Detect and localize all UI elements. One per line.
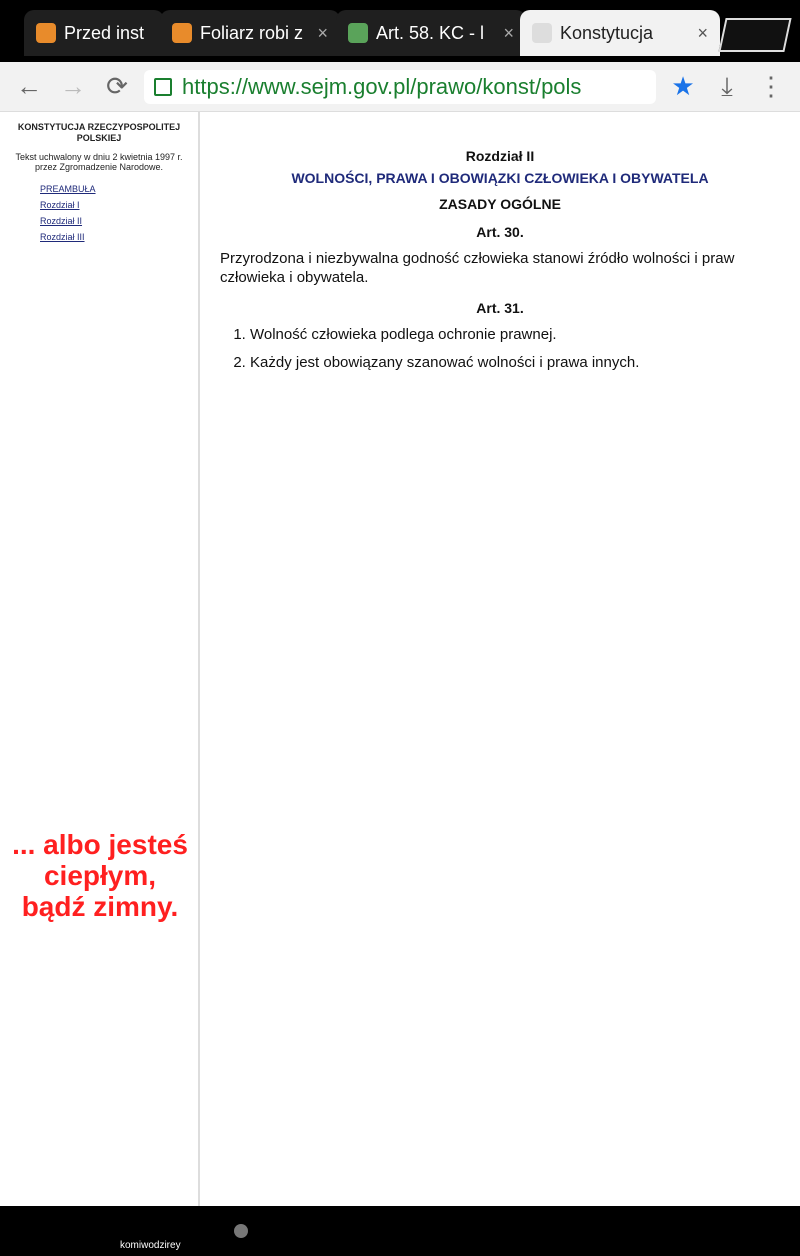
tab-1[interactable]: Przed inst xyxy=(24,10,164,56)
nav-item[interactable]: PREAMBUŁA xyxy=(40,183,96,194)
bottom-ticker: komiwodzirey xyxy=(120,1240,181,1251)
sidebar-quote: ... albo jesteś ciepłym, bądź zimny. xyxy=(12,829,188,922)
nav-item[interactable]: Rozdział II xyxy=(40,215,83,226)
close-icon[interactable]: × xyxy=(317,22,328,43)
section-heading: ZASADY OGÓLNE xyxy=(439,196,561,212)
list-item: 1. Wolność człowieka podlega ochronie prawnej. xyxy=(250,326,780,345)
close-icon[interactable]: × xyxy=(697,22,708,43)
address-bar xyxy=(0,62,800,112)
page-content xyxy=(0,112,800,1206)
close-icon[interactable]: × xyxy=(503,22,514,43)
sidebar-title: KONSTYTUCJA RZECZYPOSPOLITEJ POLSKIEJ xyxy=(17,122,181,143)
bottom-bar xyxy=(0,1206,800,1256)
site-icon xyxy=(348,23,368,43)
nav-item[interactable]: Rozdział III xyxy=(40,231,85,242)
tab-4-active[interactable]: Konstytucja × xyxy=(520,10,720,56)
sidebar xyxy=(0,112,200,1206)
back-icon[interactable]: ← xyxy=(16,71,42,101)
omnibox[interactable]: https://www.sejm.gov.pl/prawo/konst/pols xyxy=(144,70,656,104)
article-heading: Art. 30. xyxy=(476,224,524,240)
menu-icon[interactable]: ⋮ xyxy=(758,71,784,101)
download-icon[interactable]: ⤓ xyxy=(721,70,733,101)
site-icon xyxy=(532,23,552,43)
site-icon xyxy=(172,23,192,43)
chapter-title: WOLNOŚCI, PRAWA I OBOWIĄZKI CZŁOWIEKA I OBYWATELA xyxy=(291,170,709,186)
article-text: Przyrodzona i niezbywalna godność człowieka stanowi źródło wolności i praw człowieka i obywatela. xyxy=(220,250,735,286)
list-item: 2. Każdy jest obowiązany szanować wolności i prawa innych. xyxy=(250,354,780,373)
article-heading: Art. 31. xyxy=(476,299,524,316)
nav-item[interactable]: Rozdział I xyxy=(40,199,80,210)
sidebar-nav xyxy=(10,184,188,242)
article-list xyxy=(220,326,780,374)
sidebar-intro: Tekst uchwalony w dniu 2 kwietnia 1997 r. przez Zgromadzenie Narodowe. xyxy=(15,151,183,172)
circle-icon xyxy=(234,1224,248,1238)
tab-strip xyxy=(0,0,800,62)
reload-icon[interactable]: ⟳ xyxy=(106,71,128,101)
star-icon[interactable]: ★ xyxy=(671,71,695,101)
tab-2[interactable]: Foliarz robi z × xyxy=(160,10,340,56)
new-tab-button[interactable] xyxy=(718,18,791,52)
site-icon xyxy=(36,23,56,43)
lock-icon xyxy=(154,78,172,96)
tab-3[interactable]: Art. 58. KC - l × xyxy=(336,10,526,56)
main-article xyxy=(220,112,780,1206)
chapter-heading: Rozdział II xyxy=(465,148,535,164)
forward-icon[interactable]: → xyxy=(60,71,86,101)
